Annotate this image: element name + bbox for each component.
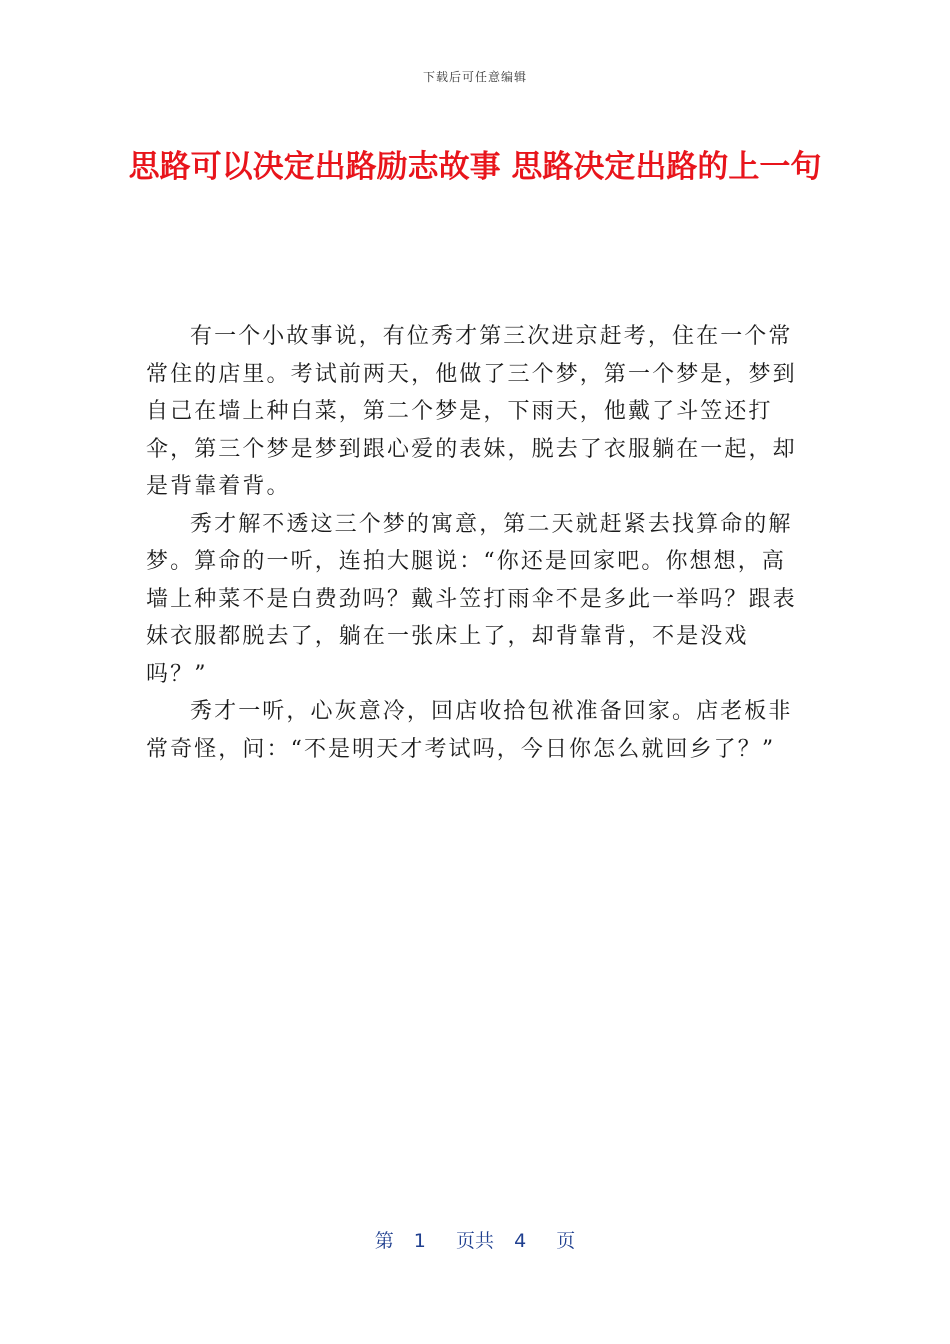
page-indicator: 第 1 页共 4 页 xyxy=(374,1230,576,1252)
paragraph: 秀才解不透这三个梦的寓意，第二天就赶紧去找算命的解梦。算命的一听，连拍大腿说：“你还是回家吧。你想想，高墙上种菜不是白费劲吗？戴斗笠打雨伞不是多此一举吗？跟表妹衣服都脱去了，躺在一张床上了，却背靠背，不是没戏吗？” xyxy=(146,511,797,687)
paragraph: 秀才一听，心灰意冷，回店收拾包袱准备回家。店老板非常奇怪，问：“不是明天才考试吗，今日你怎么就回乡了？” xyxy=(146,699,793,762)
header-note: 下载后可任意编辑 xyxy=(422,70,527,84)
paragraph: 有一个小故事说，有位秀才第三次进京赶考，住在一个常常住的店里。考试前两天，他做了三个梦，第一个梦是，梦到自己在墙上种白菜，第二个梦是，下雨天，他戴了斗笠还打伞，第三个梦是梦到跟心爱的表妹，脱去了衣服躺在一起，却是背靠着背。 xyxy=(146,324,797,499)
document-title: 思路可以决定出路励志故事 思路决定出路的上一句 xyxy=(128,149,822,185)
document-body xyxy=(146,318,806,768)
